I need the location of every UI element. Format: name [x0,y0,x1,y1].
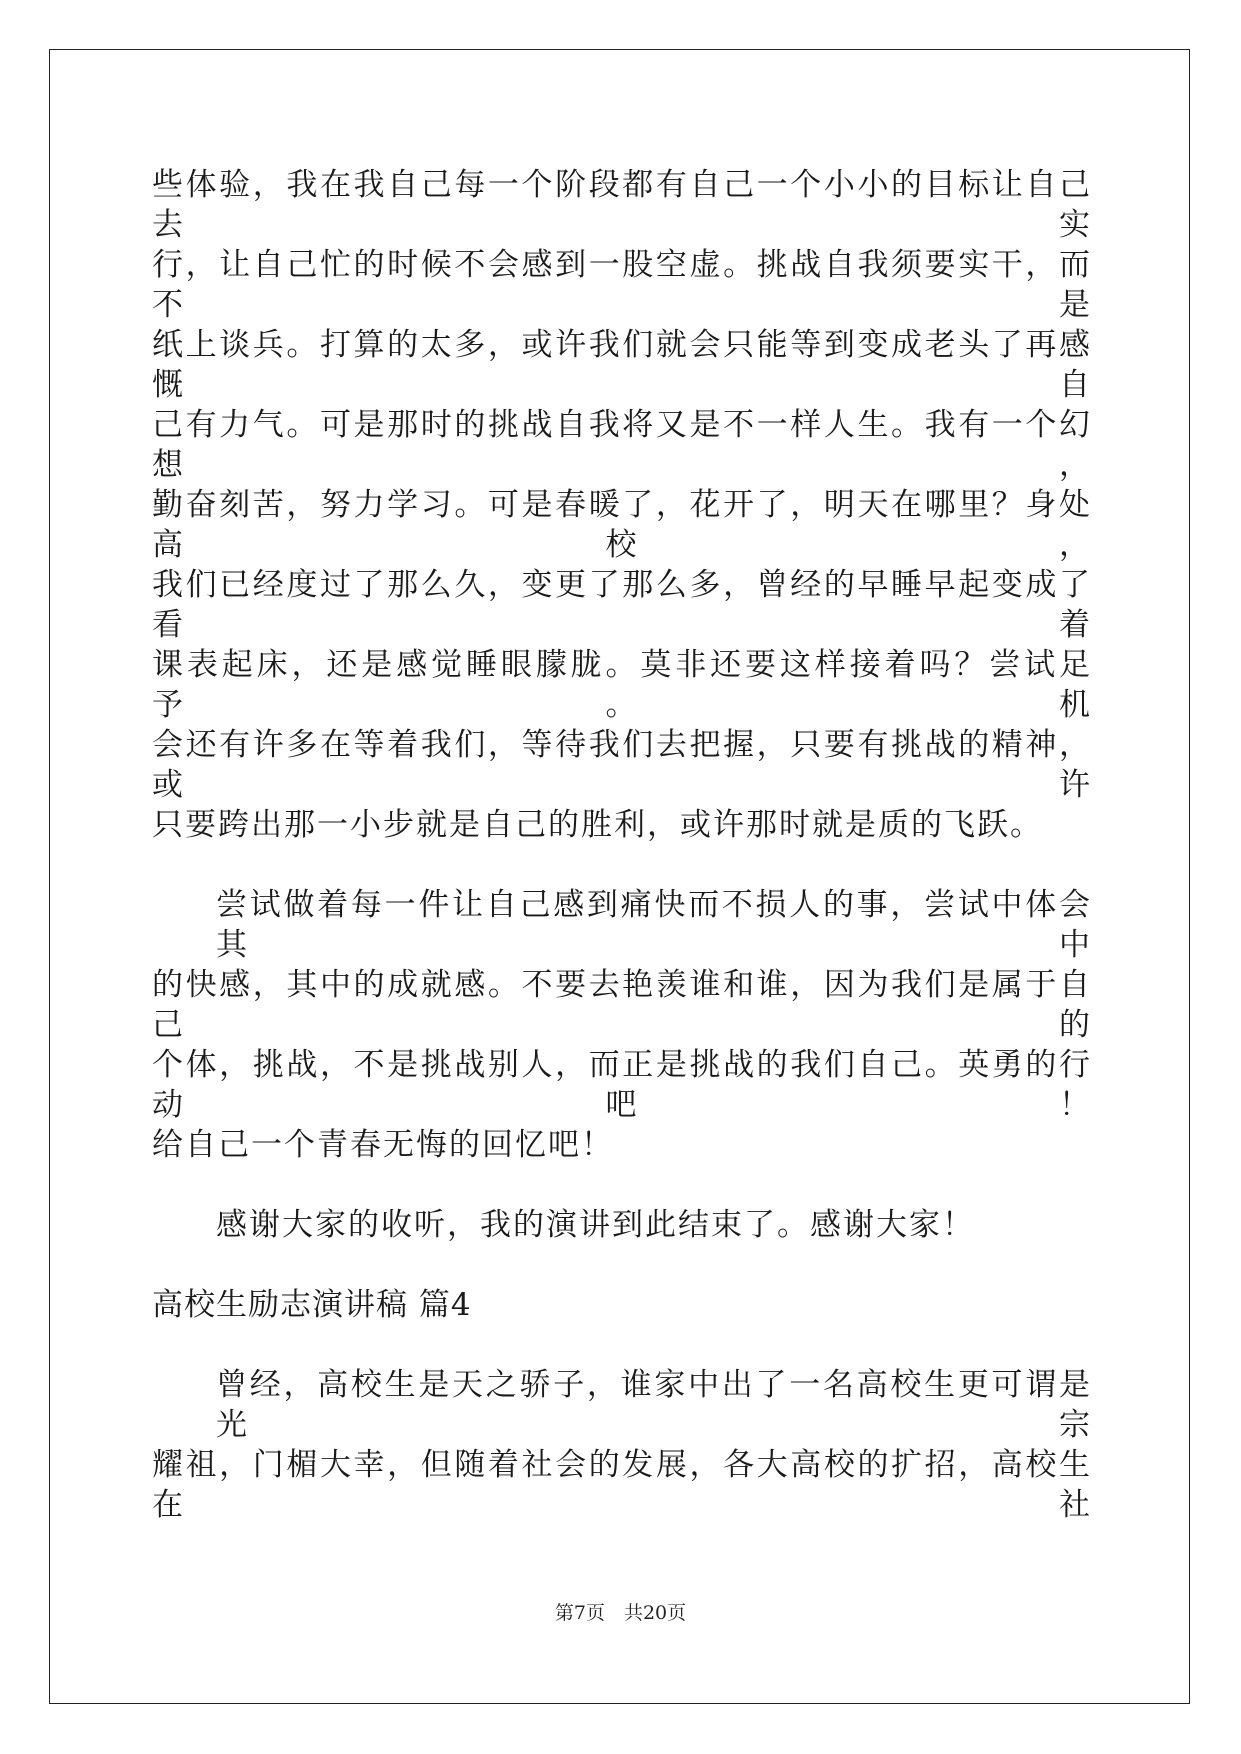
text-line: 勤奋刻苦，努力学习。可是春暖了，花开了，明天在哪里？身处高校， [152,487,1092,563]
text-line: 感谢大家的收听，我的演讲到此结束了。感谢大家！ [216,1207,975,1243]
section-heading: 高校生励志演讲稿 篇4 [152,1287,472,1323]
text-line: 会还有许多在等着我们，等待我们去把握，只要有挑战的精神，或许 [152,727,1092,803]
text-line: 我们已经度过了那么久，变更了那么多，曾经的早睡早起变成了看着 [152,567,1092,643]
text-line: 行，让自己忙的时候不会感到一股空虚。挑战自我须要实干，而不是 [152,247,1092,323]
text-line: 的快感，其中的成就感。不要去艳羡谁和谁，因为我们是属于自己的 [152,967,1092,1043]
text-line: 只要跨出那一小步就是自己的胜利，或许那时就是质的飞跃。 [152,807,1043,843]
text-line: 耀祖，门楣大幸，但随着社会的发展，各大高校的扩招，高校生在社 [152,1447,1092,1523]
text-line: 尝试做着每一件让自己感到痛快而不损人的事，尝试中体会其中 [216,887,1092,963]
text-line: 曾经，高校生是天之骄子，谁家中出了一名高校生更可谓是光宗 [216,1367,1092,1443]
text-line: 课表起床，还是感觉睡眼朦胧。莫非还要这样接着吗？尝试足予。机 [152,647,1092,723]
text-line: 个体，挑战，不是挑战别人，而正是挑战的我们自己。英勇的行动吧！ [152,1047,1092,1123]
page-number: 第7页 共20页 [554,1602,687,1624]
text-line: 己有力气。可是那时的挑战自我将又是不一样人生。我有一个幻想， [152,407,1092,483]
text-line: 纸上谈兵。打算的太多，或许我们就会只能等到变成老头了再感慨自 [152,327,1092,403]
document-body [152,165,1092,1525]
text-line: 给自己一个青春无悔的回忆吧！ [152,1127,614,1163]
text-line: 些体验，我在我自己每一个阶段都有自己一个小小的目标让自己去实 [152,167,1092,243]
